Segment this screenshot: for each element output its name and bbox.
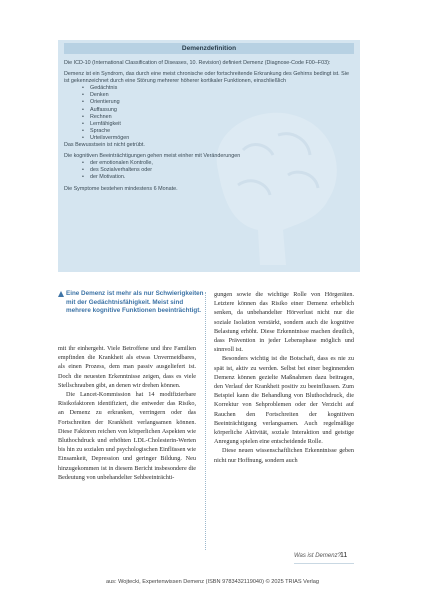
list-item: • Gedächtnis	[90, 85, 354, 92]
sidebar-note	[58, 290, 204, 316]
citation-line: aus: Wojtecki, Expertenwissen Demenz (ISBN 9783432119040) © 2025 TRIAS Verlag	[105, 579, 320, 585]
box-text: Demenz ist ein Syndrom, das durch eine meist chronische oder fortschreitende Erkrankung des Gehirns bedingt ist. Sie ist gekennzeichnet durch eine Störung mehrerer höherer kortikaler Funktionen, einschließlich	[64, 71, 349, 85]
list-item: • des Sozialverhaltens oder	[90, 167, 354, 174]
paragraph: Besonders wichtig ist die Botschaft, dass es nie zu spät ist, aktiv zu werden. Selbst bei einer beginnenden Demenz können gezielte Maßnahmen dazu beitragen, den Verlauf der Krankheit positiv zu beeinflussen. Zum Beispiel kann die Behandlung von Bluthochdruck, die Korrektur von Sehproblemen oder der Verzicht auf Rauchen den Fortschreiten der kognitiven Beeinträchtigung verlangsamen. Auch regelmäßige körperliche Aktivität, soziale Interaktion und geistige Anregung spielen eine entscheidende Rolle.	[214, 355, 354, 446]
column-divider	[205, 292, 206, 550]
text-column-left	[58, 344, 196, 482]
paragraph: gungen sowie die wichtige Rolle von Hörgeräten. Letztere können das Risiko einer Demenz erheblich senken, da unbehandelter Hörverlust nicht nur die soziale Isolation verstärkt, sondern auch die kognitive Belastung erhöht. Diese Erkenntnisse machen deutlich, dass Prävention in jeder Lebensphase möglich und sinnvoll ist.	[214, 291, 354, 354]
running-footer-title: Was ist Demenz?	[294, 553, 341, 559]
list-item: • der emotionalen Kontrolle,	[90, 160, 354, 167]
paragraph: Diese neuen wissenschaftlichen Erkenntnisse geben nicht nur Hoffnung, sondern auch	[214, 447, 354, 464]
list-item: • der Motivation.	[90, 174, 354, 181]
box-intro: Die ICD-10 (International Classification of Diseases, 10. Revision) definiert Demenz (Diagnose-Code F00–F03):	[64, 60, 331, 66]
consciousness-note: Das Bewusstsein ist nicht getrübt.	[64, 142, 145, 149]
list-item: • Orientierung	[90, 99, 354, 106]
impairment-text: Die kognitiven Beeinträchtigungen gehen meist einher mit Veränderungen	[64, 153, 241, 160]
list-item: • Sprache	[90, 128, 354, 135]
list-item: • Urteilsvermögen	[90, 135, 354, 142]
list-item: • Auffassung	[90, 107, 354, 114]
definition-box	[58, 40, 360, 272]
duration-note: Die Symptome bestehen mindestens 6 Monate.	[64, 185, 178, 192]
sidebar-text: Eine Demenz ist mehr als nur Schwierigkeiten mit der Gedächtnisfähigkeit. Meist sind mehrere kognitive Funktionen beeinträchtigt.	[66, 290, 204, 314]
footer-rule	[294, 563, 354, 564]
triangle-icon	[58, 291, 64, 297]
text-column-right	[214, 290, 354, 465]
box-body	[64, 60, 354, 193]
list-item: • Rechnen	[90, 114, 354, 121]
box-title: Demenzdefinition	[64, 43, 354, 54]
list-item: • Lernfähigkeit	[90, 121, 354, 128]
paragraph: mit ihr einhergeht. Viele Betroffene und ihre Familien empfinden die Krankheit als etwas Unvermeidbares, als einen Prozess, dem man passiv ausgeliefert ist. Doch die neuesten Erkenntnisse zeigen, dass es viele Stellschrauben gibt, an denen wir drehen können.	[58, 345, 196, 389]
page-number: 11	[340, 552, 348, 559]
list-item: • Denken	[90, 92, 354, 99]
functions-list	[64, 85, 354, 142]
changes-list	[64, 160, 354, 181]
paragraph: Die Lancet-Kommission hat 14 modifizierbare Risikofaktoren identifiziert, die entweder das Risiko, an Demenz zu erkranken, verringern oder das Fortschreiten der Krankheit verlangsamen können. Diese Faktoren reichen von körperlichen Aspekten wie Bluthochdruck und erhöhten LDL-Cholesterin-Werten bis hin zu sozialen und psychologischen Einflüssen wie Einsamkeit, Depression und geringer Bildung. Neu hinzugekommen ist in diesem Bericht insbesondere die Bedeutung von unbehandelter Sehbeeinträchti-	[58, 391, 196, 481]
